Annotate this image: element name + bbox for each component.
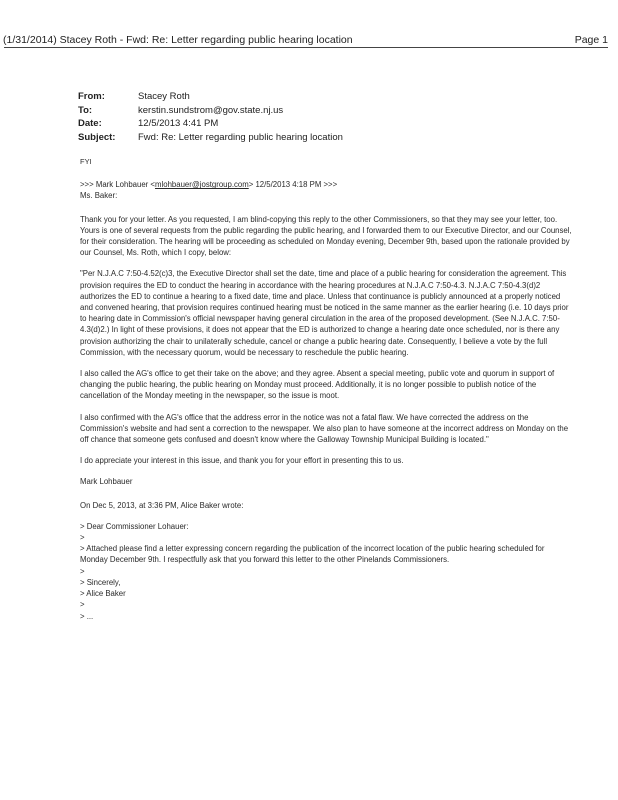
fyi-line: FYI xyxy=(80,157,92,166)
email-header xyxy=(78,90,343,144)
quoted-message xyxy=(80,521,574,622)
quote-line: > Attached please find a letter expressing concern regarding the publication of the incorrect location of the public hearing scheduled for Monday December 9th. I respectfully ask that you forward this letter to the other Pinelands Commissioners. xyxy=(80,544,545,565)
paragraph-4: I also confirmed with the AG's office that the address error in the notice was not a fatal flaw. We have corrected the address on the Commission's website and had sent a correction to the newspaper. We also plan to have someone at the incorrect address on Monday on the off chance that someone gets confused and doesn't know where the Galloway Township Municipal Building is located." xyxy=(80,412,569,445)
header-divider xyxy=(4,47,608,48)
paragraph-1: Thank you for your letter. As you requested, I am blind-copying this reply to the other Commissioners, so that they may see your letter, too. Yours is one of several requests from the public regarding the public hearing, and I forwarded them to our Executive Director, and our Counsel, for their consideration. The hearing will be proceeding as scheduled on Monday evening, December 9th, based upon the rationale provided by our Counsel, Ms. Roth, which I copy, below: xyxy=(80,214,572,258)
print-header xyxy=(2,0,618,48)
date-row xyxy=(78,117,343,131)
subject-label: Subject: xyxy=(78,131,116,143)
subject-row xyxy=(78,131,343,145)
print-header-title: (1/31/2014) Stacey Roth - Fwd: Re: Letter regarding public hearing location xyxy=(3,34,353,46)
quote-line: > xyxy=(80,600,85,610)
signature: Mark Lohbauer xyxy=(80,477,133,487)
paragraph-2: "Per N.J.A.C 7:50-4.52(c)3, the Executive Director shall set the date, time and place of a public hearing for consideration the agreement. This provision requires the ED to conduct the hearing in accordance with the hearing procedures at N.J.A.C 7:50-4.3. N.J.A.C 7:50-4.3(d)2 authorizes the ED to continue a hearing to a fixed date, time and place. Unless that continuance is publicly announced at a properly noticed and convened hearing, that provision requires continued hearing must be noticed in the same manner as the earlier hearing (i.e. 10 days prior to hearing date in Commission's official newspaper having general circulation in the area of the proposed development. (See N.J.A.C. 7:50-4.3(d)2.) In light of these provisions, it does not appear that the ED is authorized to change a hearing date once scheduled, nor is there any provision authorizing the chair to unilaterally schedule, cancel or change a public hearing date. Consequently, I believe a vote by the full Commission, with the necessary quorum, would be necessary to reschedule the public hearing. xyxy=(80,269,569,357)
quote-line: > xyxy=(80,566,85,576)
forward-email-link[interactable]: mlohbauer@jostgroup.com xyxy=(155,180,249,190)
paragraph-5: I do appreciate your interest in this issue, and thank you for your effort in presenting this to us. xyxy=(80,456,404,466)
date-value: 12/5/2013 4:41 PM xyxy=(138,118,219,129)
forward-line xyxy=(80,179,574,190)
forward-suffix: > 12/5/2013 4:18 PM >>> xyxy=(248,180,338,190)
subject-value: Fwd: Re: Letter regarding public hearing location xyxy=(138,131,343,143)
date-label: Date: xyxy=(78,118,102,129)
to-value: kerstin.sundstrom@gov.state.nj.us xyxy=(138,104,284,116)
to-row xyxy=(78,104,343,118)
page-number: Page 1 xyxy=(574,34,608,46)
salutation: Ms. Baker: xyxy=(80,191,118,201)
from-label: From: xyxy=(78,91,105,102)
quote-line: > Alice Baker xyxy=(80,589,126,599)
quote-line: > xyxy=(80,533,85,543)
email-body xyxy=(80,156,574,622)
to-label: To: xyxy=(78,104,93,116)
quote-line: > ... xyxy=(80,611,94,621)
from-value: Stacey Roth xyxy=(138,91,190,102)
reply-intro: On Dec 5, 2013, at 3:36 PM, Alice Baker wrote: xyxy=(80,500,244,510)
quote-line: > Dear Commissioner Lohauer: xyxy=(80,521,189,531)
forward-prefix: >>> Mark Lohbauer < xyxy=(80,180,155,190)
from-row xyxy=(78,90,343,104)
paragraph-3: I also called the AG's office to get their take on the above; and they agree. Absent a special meeting, public vote and quorum in support of changing the public hearing, the public hearing on Monday must proceed. Additionally, it is no longer possible to publish notice of the cancellation of the Monday meeting in the newspaper, so the issue is moot. xyxy=(80,369,555,401)
quote-line: > Sincerely, xyxy=(80,577,121,587)
